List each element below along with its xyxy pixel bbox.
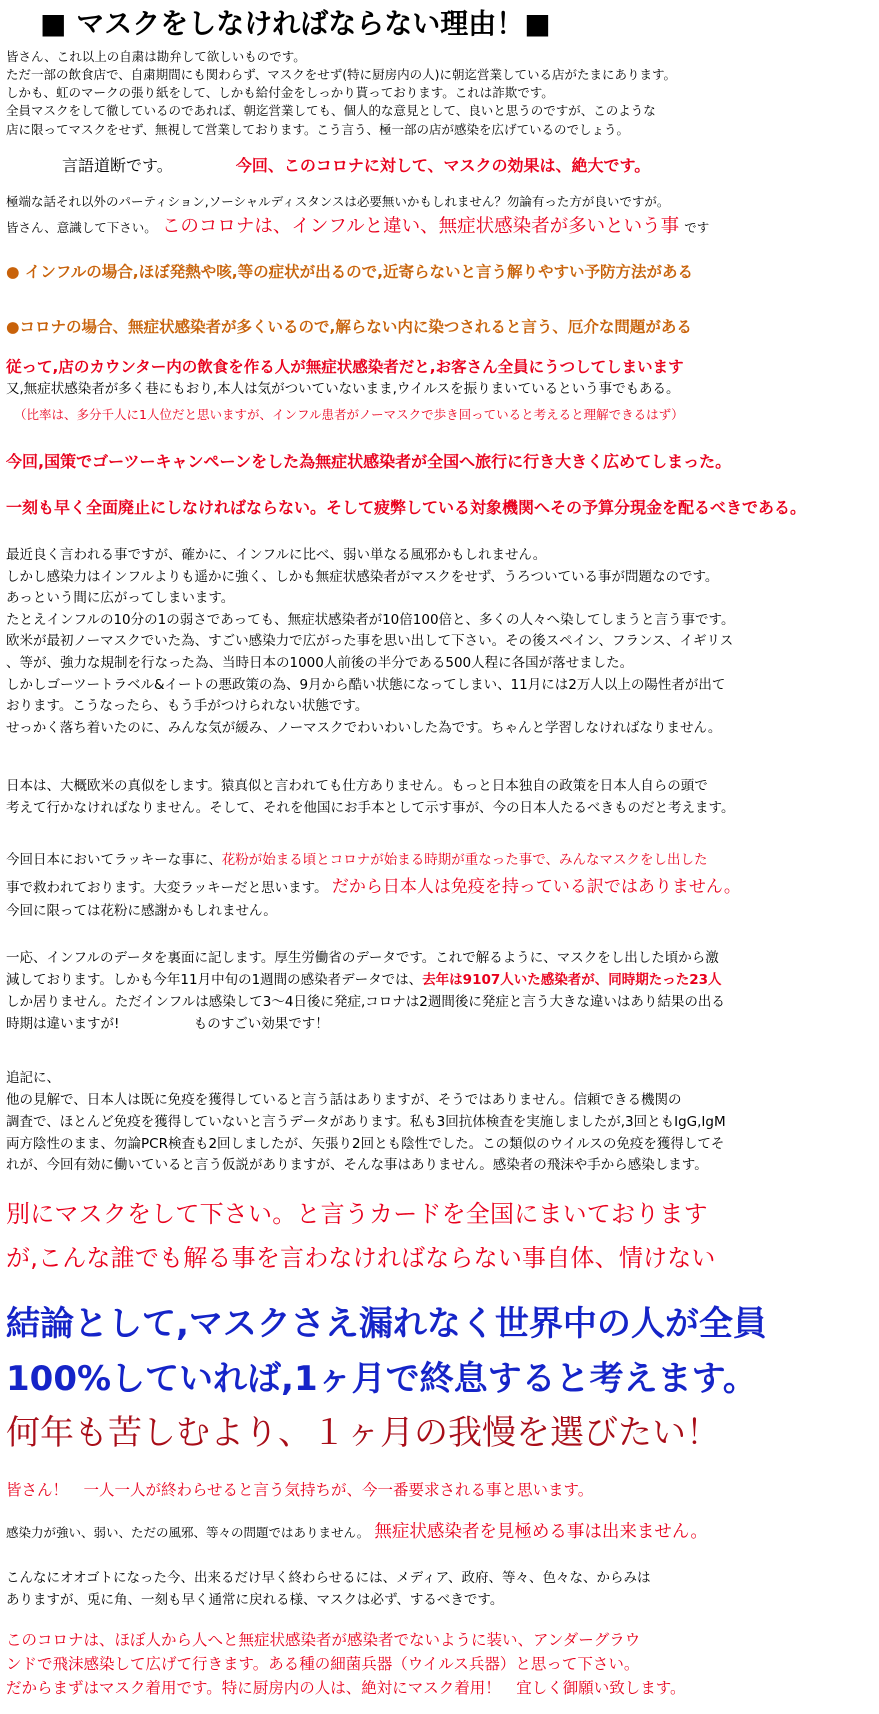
abolish-text: 一刻も早く全面廃止にしなければならない。そして疲弊している対象機関へその予算分現金を配るべきである。: [6, 498, 807, 517]
data-line: [6, 970, 874, 992]
corona-case: ●コロナの場合、無症状感染者が多くいるので,解らない内に染つされると言う、厄介な問題がある: [6, 318, 692, 336]
data-effect: ものすごい効果です！: [193, 1015, 329, 1032]
postscript-paragraph: [6, 1068, 874, 1177]
urgency-line: ありますが、兎に角、一刻も早く通常に戻れる様、マスクは必ず、するべきです。: [6, 1591, 504, 1608]
appeal-text: 皆さん！ 一人一人が終わらせると言う気持ちが、今一番要求される事と思います。: [6, 1481, 594, 1499]
intro-line: しかも、虹のマークの張り紙をして、しかも給付金をしっかり貰っております。これは詐欺です。: [6, 85, 554, 101]
card-text-1: 別にマスクをして下さい。と言うカードを全国にまいております: [6, 1200, 708, 1228]
final-line: このコロナは、ほぼ人から人へと無症状感染者が感染者でないように装い、アンダーグラウ: [6, 1631, 641, 1649]
body-line: 、等が、強力な規制を行なった為、当時日本の1000人前後の半分である500人程に各国が落せました。: [6, 654, 634, 671]
partition-text: 極端な話それ以外のパーティション,ソーシャルディスタンスは必要無いかもしれません？勿論有った方が良いですが。: [6, 194, 670, 209]
urgency-paragraph: [6, 1568, 874, 1612]
data-line: しか居りません。ただインフルは感染して3～4日後に発症,コロナは2週間後に発症と言う大きな違いはあり結果の出る: [6, 993, 725, 1010]
awareness-prefix: 皆さん、意識して下さい。: [6, 220, 157, 235]
body-line: おります。こうなったら、もう手がつけられない状態です。: [6, 698, 369, 715]
postscript-line: 他の見解で、日本人は既に免疫を獲得していると言う話はありますが、そうではありません。信頼できる機関の: [6, 1091, 682, 1108]
intro-line: 全員マスクをして徹しているのであれば、朝迄営業しても、個人的な意見として、良いと思うのですが、このような: [6, 103, 656, 119]
conclusion-line-3: 何年も苦しむより、１ヶ月の我慢を選びたい！: [6, 1413, 720, 1453]
body-line: たとえインフルの10分の1の弱さであっても、無症状感染者が10倍100倍と、多くの人々へ染してしまうと言う事です。: [6, 611, 735, 628]
data-highlight: 去年は9107人いた感染者が、同時期たった23人: [422, 971, 722, 988]
infection-prefix: 感染力が強い、弱い、ただの風邪、等々の問題ではありません。: [6, 1525, 370, 1540]
data-line: [6, 1014, 874, 1036]
influenza-case: ● インフルの場合,ほぼ発熱や咳,等の症状が出るので,近寄らないと言う解りやすい予防方法がある: [6, 263, 693, 281]
intro-line: 皆さん、これ以上の自粛は勘弁して欲しいものです。: [6, 49, 306, 64]
data-line: 一応、インフルのデータを裏面に記します。厚生労働省のデータです。これで解るように、マスクをし出した頃から激: [6, 950, 719, 966]
postscript-heading: 追記に、: [6, 1070, 60, 1086]
lucky-line: [6, 852, 874, 868]
awareness-highlight: このコロナは、インフルと違い、無症状感染者が多いという事: [161, 216, 680, 237]
body-line: しかし感染力はインフルよりも遥かに強く、しかも無症状感染者がマスクをせず、うろついている事が問題なのです。: [6, 568, 719, 585]
body-line: 日本は、大概欧米の真似をします。猿真似と言われても仕方ありません。もっと日本独自の政策を日本人自らの頭で: [6, 778, 708, 794]
urgency-line: こんなにオオゴトになった今、出来るだけ早く終わらせるには、メディア、政府、等々、色々な、からみは: [6, 1570, 651, 1586]
postscript-line: 調査で、ほとんど免疫を獲得していないと言うデータがあります。私も3回抗体検査を実施しましたが,3回ともIgG,IgM: [6, 1113, 726, 1130]
awareness-line: [6, 216, 874, 238]
body-line: しかしゴーツートラベル&イートの悪政策の為、9月から酷い状態になってしまい、11月には2万人以上の陽性者が出て: [6, 676, 726, 693]
body-line: 欧米が最初ノーマスクでいた為、すごい感染力で広がった事を思い出して下さい。その後スペイン、フランス、イギリス: [6, 633, 734, 650]
intro-paragraph: [6, 48, 874, 139]
infection-line: [6, 1522, 874, 1543]
card-text-2: が,こんな誰でも解る事を言わなければならない事自体、情けない: [6, 1244, 716, 1272]
intro-line: 店に限ってマスクをせず、無視して営業しております。こう言う、極一部の店が感染を広げているのでしょう。: [6, 121, 630, 137]
body-line: せっかく落ち着いたのに、みんな気が緩み、ノーマスクでわいわいした為です。ちゃんと学習しなければなりません。: [6, 719, 722, 736]
conclusion-line-1: 結論として,マスクさえ漏れなく世界中の人が全員: [6, 1304, 767, 1344]
saved-text: 事で救われております。大変ラッキーだと思います。: [6, 880, 328, 896]
postscript-line: 両方陰性のまま、勿論PCR検査も2回しましたが、矢張り2回とも陰性でした。この類似のウイルスの免疫を獲得してそ: [6, 1135, 725, 1152]
spread-text: 又,無症状感染者が多く巷にもおり,本人は気がついていないまま,ウイルスを振りまいているという事でもある。: [6, 381, 680, 397]
data-prefix: 減しております。しかも今年11月中旬の1週間の感染者データでは、: [6, 971, 423, 988]
counter-warning: 従って,店のカウンター内の飲食を作る人が無症状感染者だと,お客さん全員にうつしてしまいます: [6, 358, 684, 376]
intro-line: ただ一部の飲食店で、自粛期間にも関わらず、マスクをせず(特に厨房内の人)に朝迄営業している店がたまにあります。: [6, 67, 677, 83]
data-prefix: 時期は違いますが!: [6, 1015, 120, 1032]
awareness-suffix: です: [684, 220, 710, 235]
goto-campaign-text: 今回,国策でゴーツーキャンペーンをした為無症状感染者が全国へ旅行に行き大きく広めてしまった。: [6, 452, 732, 471]
final-line: ンドで飛沫感染して広げて行きます。ある種の細菌兵器（ウイルス兵器）と思って下さい。: [6, 1655, 640, 1674]
pollen-text: 今回に限っては花粉に感謝かもしれません。: [6, 903, 277, 919]
mask-effect-text: 今回、このコロナに対して、マスクの効果は、絶大です。: [235, 156, 651, 175]
final-line: だからまずはマスク着用です。特に厨房内の人は、絶対にマスク着用！ 宜しく御願い致します。: [6, 1679, 686, 1698]
body-line: あっという間に広がってしまいます。: [6, 590, 235, 607]
final-paragraph: [6, 1628, 874, 1700]
postscript-line: れが、今回有効に働いていると言う仮説がありますが、そんな事はありません。感染者の飛沫や手から感染します。: [6, 1157, 708, 1174]
infection-highlight: 無症状感染者を見極める事は出来ません。: [374, 1522, 708, 1542]
ratio-note: （比率は、多分千人に1人位だと思いますが、インフル患者がノーマスクで歩き回っていると考えると理解できるはず）: [14, 407, 684, 422]
page-title: ■ マスクをしなければならない理由！■: [40, 7, 551, 40]
body-paragraph-2: [6, 776, 874, 819]
gongo-text: 言語道断です。: [62, 156, 173, 175]
data-paragraph: [6, 948, 874, 1035]
lucky-prefix: 今回日本においてラッキーな事に、: [6, 852, 222, 868]
body-line: 最近良く言われる事ですが、確かに、インフルに比べ、弱い単なる風邪かもしれません。: [6, 547, 547, 563]
emphasis-line: [6, 156, 874, 175]
conclusion-line-2: 100%していれば,1ヶ月で終息すると考えます。: [6, 1359, 757, 1399]
body-line: 考えて行かなければなりません。そして、それを他国にお手本として示す事が、今の日本人たるべきものだと考えます。: [6, 799, 735, 816]
saved-line: [6, 877, 874, 897]
lucky-highlight: 花粉が始まる頃とコロナが始まる時期が重なった事で、みんなマスクをし出した: [221, 852, 708, 868]
body-paragraph-1: [6, 545, 874, 739]
immunity-highlight: だから日本人は免疫を持っている訳ではありません。: [331, 877, 741, 897]
